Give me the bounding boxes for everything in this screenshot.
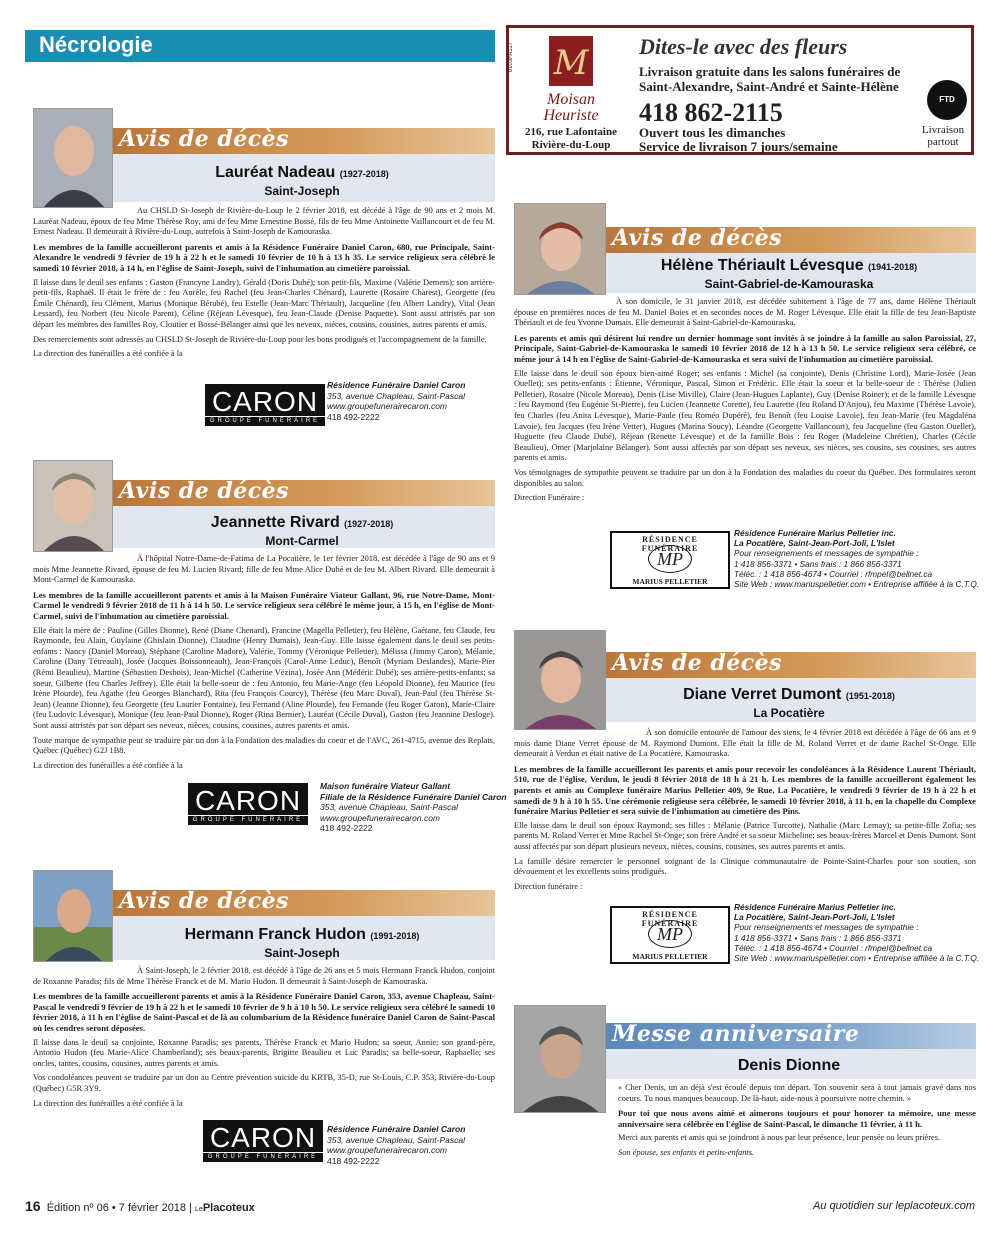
marius-pelletier-logo: RÉSIDENCE FUNÉRAIRE MP MARIUS PELLETIER <box>610 531 730 589</box>
svg-text:M: M <box>553 43 589 83</box>
notice-band: Avis de décès <box>109 890 495 916</box>
deceased-name: Lauréat Nadeau (1927-2018) <box>215 164 389 181</box>
notice-denis-dionne <box>506 1005 976 1175</box>
notice-band: Avis de décès <box>602 652 976 678</box>
notice-body: À l'hôpital Notre-Dame-de-Fatima de La Pocatière, le 1er février 2018, est décédée à l'âge de 90 ans et 9 mois Mme Jeannette Rivard, épouse de feu M. Lucien Rivard; fille de feu Mme Alice Dubé et de feu M. Albert Rivard. Elle demeurait à Mont-Carmel de Kamouraska. Les membres de la famille accueilleront parents et amis à la Maison Funéraire Viateur Gallant, 96, rue Notre-Dame, Mont-Carmel le vendredi 9 février 2018 de 11 h à 14 h 50. Le service religieux sera célébré le même jour, à 15 h, en l'église de Mont-Carmel, suivi de l'inhumation au cimetière paroissial. Elle était la mère de : Pauline (Gilles Dionne), René (Diane Chenard), Francine (Magella Pelletier), feu Hélène, Gaétane, feu Claude, feu Raymonde, feu Alain, Guylaine (Ghislain Dionne), Claudine (Henry Dumais), Jean-Guy. Elle laisse également dans le deuil ses petits-enfants : Nancy (Daniel Moreau), Stéphane (Caroline Madore), Valérie, Tommy (Véronique Pelletier), Mélissa (Jimmy Caron), Mélanie, Caroline (Dany Tétreault), Josée (Jacques Boissonneault), Jean-François (Carol-Anne Leduc), Benoît (Myriam Deslandes), Marie-Pier (Rémi Beaulieu), Martine (Sébastien Desbois), Jean-Michel (Catherine Vézina), Josée Ann (Médéric Dubé); ses arrière-petits-enfants; sa soeur, Gilberte (feu Charles Jeffrey). Elle était la belle-soeur de : feu Antonio, feu Marie-Ange (feu Léopold Dionne), feu Maurice (feu Irène Plourde), feu Agathe (feu Georges Blanchard), Rita (feu François Courcy), Thérèse (feu Marc Duval), Jean-Paul (feu Thérèse St-Jean) (Jeanne Dionne), feu Georgette (feu Laurier Fontaine), feu Fernand (Aline Plourde), feu Fernande (feu Roger Garon), Marie-Claire (feu Ludovic Lévesque), Monique (feu Jean-Paul Dionne), Roger (Rina Bernier), Lauréat (Cécile Duval), Gaston (feu Jeannine Desloge). Sont aussi attristés par son départ ses neveux, nièces, cousins, cousines, autres parents et amis. Toute marque de sympathie peut se traduire par un don à la Fondation des maladies du coeur et de l'AVC, 261-4715, avenue des Replats, Québec (Québec) G2J 1B8. La direction des funérailles a été confiée à la <box>33 554 495 770</box>
ad-code: 0103FA117 <box>508 42 514 73</box>
funeral-home-info: Résidence Funéraire Marius Pelletier inc. La Pocatière, Saint-Jean-Port-Joli, L'Islet Pour renseignements et messages de sympathie : 1 418 856-3371 • Sans frais : 1 866 856-3371 Téléc. : 1 418 856-4674 • Courriel : rfmpel@bellnet.ca Site Web : www.mariuspelletier.com • Entreprise affiliée à la C.T.Q. <box>734 902 980 964</box>
caron-logo: CARON GROUPE FUNÉRAIRE <box>203 1120 323 1162</box>
notice-body: À son domicile, le 31 janvier 2018, est décédée subitement à l'âge de 77 ans, dame Hélène Thériault épouse en premières noces de feu M. Daniel Boies et en secondes noces de M. Roger Lévesque. Elle était la fille de feu Jean-Baptiste Thériault et de feu Yvonne Dumais. Elle demeurait à Saint-Gabriel-de-Kamouraska. Les parents et amis qui désirent lui rendre un dernier hommage sont invités à se joindre à la famille au salon Paroissial, 27, Principale, Saint-Gabriel-de-Kamouraska le samedi 10 février 2018 de 12 h à 13 h 50. Le service religieux sera célébré, ce même jour à 14 h en l'église de Saint-Gabriel-de-Kamouraska et sera suivi de l'inhumation au cimetière paroissial. Elle laisse dans le deuil son époux bien-aimé Roger; ses enfants : Michel (sa conjointe), Denis (Christine Lord), Marie-Josée (Jean Ouellet); ses petits-enfants : Étienne, Véronique, Pascal, Simon et Frédéric. Elle était la soeur et la belle-soeur de : Thérèse (Julien Pelletier), Rosaire (Nicole Moreau), Denis (Lise Miville), Claire (Jean-Hugues Laplante), Guy (Denise Roiner); et de la famille Lévesque : feu Raymond (feu Eugénie St-Pierre), feu Lucien (Jeannette Corette), feu Laurette (feu Roland D'Anjou), feu Maxime (Thérèse Lavoie), feu Charles (feu Anita Lévesque), Marie-Paule (feu Roméo Dupéré), feu Benoît (feu Louise Lavoie), feu Jean-Marie (feu Magdaléna Lavoie), feu Jacques (feu Irène Vetter), Hugues (Marina Soucy), Léandre (Georgette Vaillancourt), feu Jacqueline (feu Gaston Ouellet), Huguette (feu Claude Dubé), Réjean (Renette Lévesque) et de la famille Bois : feu Roger (Madeleine Chrétien), Charles (Cécile Beaulieu), Omer (Marjolaine Bélanger). Sont aussi affectés par son départ ses neveux, ses nièces, ses cousins, ses cousines, ses autres parents et amis. Vos témoignages de sympathie peuvent se traduire par un don à la Fondation des maladies du coeur du Québec. Des formulaires seront disponibles au salon. Direction Funéraire : <box>514 297 976 503</box>
funeral-home-info: Résidence Funéraire Marius Pelletier inc. La Pocatière, Saint-Jean-Port-Joli, L'Islet Pour renseignements et messages de sympathie : 1 418 856-3371 • Sans frais : 1 866 856-3371 Téléc. : 1 418 856-4674 • Courriel : rfmpel@bellnet.ca Site Web : www.mariuspelletier.com • Entreprise affiliée à la C.T.Q. <box>734 528 980 590</box>
ad-delivery: Livraison gratuite dans les salons funéraires de Saint-Alexandre, Saint-André et Sainte-Hélène <box>639 64 901 94</box>
funeral-home-info: Résidence Funéraire Daniel Caron 353, avenue Chapleau, Saint-Pascal www.groupefunerairecaron.com 418 492-2222 <box>327 1124 466 1166</box>
notice-laureat-nadeau <box>25 108 495 408</box>
ad-slogan: Dites-le avec des fleurs <box>639 34 848 59</box>
brand-name: Placoteux <box>202 1202 255 1214</box>
florist-name: Moisan Heuriste <box>543 91 599 124</box>
caron-logo: CARON GROUPE FUNÉRAIRE <box>205 384 325 426</box>
deceased-town: Saint-Joseph <box>264 946 340 960</box>
website-link[interactable]: Au quotidien sur leplacoteux.com <box>812 1200 975 1212</box>
deceased-town: Saint-Gabriel-de-Kamouraska <box>704 277 874 291</box>
portrait-photo <box>33 870 113 962</box>
edition-info: Édition nº 06 • 7 février 2018 | <box>46 1202 192 1214</box>
portrait-photo <box>514 203 606 295</box>
person-name: Denis Dionne <box>737 1057 841 1074</box>
notice-band: Avis de décès <box>109 480 495 506</box>
notice-body: « Cher Denis, un an déjà s'est écoulé depuis ton départ. Ton souvenir sera à tout jamais gravé dans nos coeurs. Tu nous manques beaucoup. De là-haut, aide-nous à poursuivre notre chemin. » Pour toi que nous avons aimé et aimerons toujours et pour honorer ta mémoire, une messe anniversaire sera célébrée en l'église de Saint-Pascal, le dimanche 11 février, à 11 h. Merci aux parents et amis qui se joindront à nous par leur présence, leur pensée ou leurs prières. Son épouse, ses enfants et petits-enfants. <box>618 1083 976 1157</box>
portrait-photo <box>33 108 113 208</box>
portrait-photo <box>514 1005 606 1113</box>
deceased-town: Mont-Carmel <box>265 534 339 548</box>
funeral-home-info: Résidence Funéraire Daniel Caron 353, avenue Chapleau, Saint-Pascal www.groupefunerairecaron.com 418 492-2222 <box>327 380 466 422</box>
deceased-name: Jeannette Rivard (1927-2018) <box>210 514 394 531</box>
ad-phone: 418 862-2115 <box>639 98 783 127</box>
deceased-name: Hélène Thériault Lévesque (1941-2018) <box>660 257 918 274</box>
deceased-town: La Pocatière <box>753 706 825 720</box>
notice-band: Avis de décès <box>602 227 976 253</box>
deceased-name: Hermann Franck Hudon (1991-2018) <box>184 926 420 943</box>
portrait-photo <box>514 630 606 730</box>
deceased-town: Saint-Joseph <box>264 184 340 198</box>
florist-address: 216, rue Lafontaine Rivière-du-Loup <box>525 126 617 151</box>
notice-band: Messe anniversaire <box>602 1023 976 1049</box>
ad-hours: Ouvert tous les dimanches Service de livraison 7 jours/semaine <box>639 125 838 154</box>
portrait-photo <box>33 460 113 552</box>
notice-body: À son domicile entourée de l'amour des siens, le 4 février 2018 est décédée à l'âge de 66 ans et 9 mois dame Diane Verret épouse de M. Raymond Dumont. Elle était la fille de M. Roland Verret et de dame Rachel St-Onge. Elle demeurait à Verdun et était native de La Pocatière, Kamouraska. Les membres de la famille accueilleront les parents et amis pour recevoir les condoléances à la Résidence Laurent Thériault, 510, rue de l'église, Verdun, le jeudi 8 février 2018 de 18 h à 21 h. Les membres de la famille accueilleront également les parents et amis au Complexe funéraire Marius Pelletier 409, 9e Rue, La Pocatière, le vendredi 9 février de 19 h à 22 h et samedi de 9 h à 10 h 55. Une cérémonie religieuse sera célébrée, le samedi 10 février 2018, à 11 h, en la chapelle du Complexe funéraire Marius Pelletier et sera suivie de l'inhumation au cimetière des Pins. Elle laisse dans le deuil son époux Raymond; ses filles : Mélanie (Patrice Turcotte), Nathalie (Marc Lemay); sa petite-fille Zofia; ses parents M. Roland Verret et Mme Rachel St-Onge; son frère André et sa soeur Micheline; ses beaux-frères Marcel et Denis Dumont. Sont aussi affectés par son départ plusieurs neveux, nièces, cousins, cousines, ses autres parents et amis. La famille désire remercier le personnel soignant de la Clinique communautaire de Pointe-Saint-Charles pour son soutien, son dévouement et les excellents soins prodigués. Direction funéraire : <box>514 728 976 891</box>
ad-livraison: Livraison partout <box>921 124 965 148</box>
notice-body: À Saint-Joseph, le 2 février 2018, est décédé à l'âge de 26 ans et 5 mois Hermann Franck Hudon, conjoint de Roxanne Paradis; fils de Mme Thérèse Franck et de M. Mario Hudon. Il demeurait à Saint-Joseph de Kamouraska. Les membres de la famille accueilleront parents et amis à la Résidence Funéraire Daniel Caron, 353, avenue Chapleau, Saint-Pascal le vendredi 9 février de 19 h à 22 h et le samedi 10 février de 9 h à 10 h 50. Le service religieux sera célébré le samedi 10 février 2018, à 11 h en l'église de Saint-Pascal et de là au columbarium de la Résidence funéraire Daniel Caron de Saint-Pascal où les cendres seront déposées. Il laisse dans le deuil sa conjointe, Roxanne Paradis; ses parents, Thérèse Franck et Mario Hudon; sa soeur, Annie; son grand-père, Antonio Hudon (feu Marie-Alice Chamberland); ses beaux-parents, Brigitte Beaulieu et Luc Paradis; sa belle-soeur, Raphaelle; ses oncles, tantes, cousins, cousines, autres parents et amis. Vos condoléances peuvent se traduire par un don au Centre prévention suicide du KRTB, 35-D, rue St-Louis, C.P. 353, Rivière-du-Loup (Québec) G5R 3Y9. La direction des funérailles a été confiée à la <box>33 966 495 1108</box>
funeral-home-info: Maison funéraire Viateur Gallant Filiale de la Résidence Funéraire Daniel Caron 353, avenue Chapleau, Saint-Pascal www.groupefunerairecaron.com 418 492-2222 <box>320 781 507 833</box>
deceased-name: Diane Verret Dumont (1951-2018) <box>683 686 895 703</box>
page-number: 16 <box>25 1198 41 1214</box>
notice-helene-theriault-levesque <box>506 203 976 583</box>
ftd-logo-icon: FTD <box>927 80 967 120</box>
notice-body: Au CHSLD St-Joseph de Rivière-du-Loup le 2 février 2018, est décédé à l'âge de 90 ans et 2 mois M. Lauréat Nadeau, époux de feu Mme Thérèse Roy, ami de feu Mme Ernestine Bossé, fils de feu Mme Antoinette Vaillancourt et de feu M. Ernest Nadeau. Il demeurait à Rivière-du-Loup, autrefois à Saint-Joseph de Kamouraska. Les membres de la famille accueilleront parents et amis à la Résidence Funéraire Daniel Caron, 680, rue Principale, Saint-Alexandre le vendredi 9 février de 19 h à 22 h et le samedi 10 février de 10 h à 13 h 35. Le service religieux sera célébré le samedi 10 février 2018, à 14 h, en l'église de Saint-Joseph, suivi de l'inhumation au cimetière paroissial. Il laisse dans le deuil ses enfants : Gaston (Francyne Landry), Gérald (Doris Dubé); son petit-fils, Maxime (Valérie Demers); son arrière-petit-fils, Raphaël. Il était le frère de : feu Aurèle, feu Rachel (feu Jean-Charles Chénard), Laurette (Rosaire Charest), Georgette (feu Émile Chénard), feu Clément, Marius (Monique Bérubé), feu Estelle (Jean-Marc Thériault), Jacqueline (feu Albert Landry), Vital (Jean Lessard), feu Norbert (feu Nicole Parent), Céline (Réjean Lévesque), feu Jean-Claude (Denise Paquette). Sont aussi attristés par son départ les membres des familles Roy, Cloutier et Bossé-Bélanger ainsi que les neveux, nièces, cousins, cousines, autres parents et amis. Des remerciements sont adressés au CHSLD St-Joseph de Rivière-du-Loup pour les bons prodigués et l'accompagnement de la famille. La direction des funérailles a été confiée à la <box>33 206 495 359</box>
section-title: Nécrologie <box>25 30 495 62</box>
caron-logo: CARON GROUPE FUNÉRAIRE <box>188 783 308 825</box>
marius-pelletier-logo: RÉSIDENCE FUNÉRAIRE MP MARIUS PELLETIER <box>610 906 730 964</box>
florist-ad <box>506 25 974 155</box>
notice-band: Avis de décès <box>109 128 495 154</box>
